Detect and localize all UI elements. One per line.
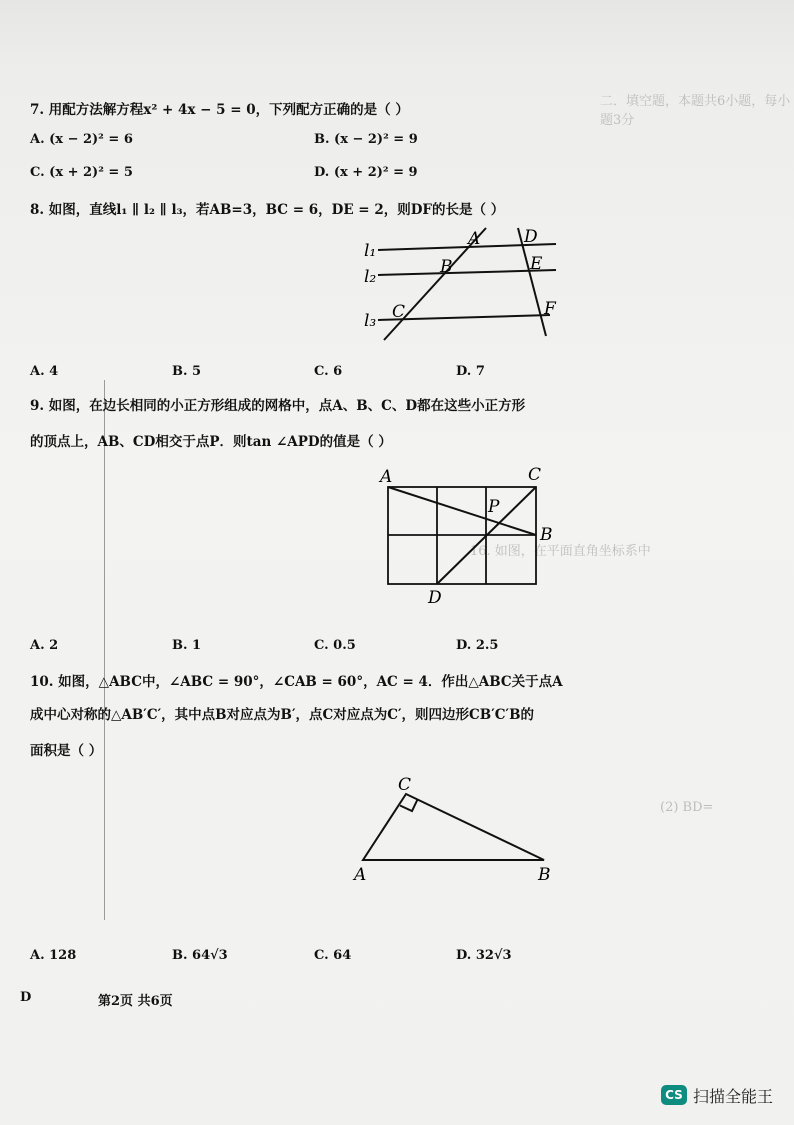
label-l2: l₂ [364,267,377,287]
question-7-stem: 7. 用配方法解方程x² + 4x − 5 = 0，下列配方正确的是（ ） [30,102,409,118]
label-b: B [540,525,553,545]
question-7-option-c[interactable]: C. (x + 2)² = 5 [30,165,133,180]
question-8-option-c[interactable]: C. 6 [314,364,343,379]
question-7-option-d[interactable]: D. (x + 2)² = 9 [314,165,418,180]
question-10-stem-line1: 10. 如图，△ABC中，∠ABC = 90°，∠CAB = 60°，AC = 4．作出△ABC关于点A [30,674,563,690]
label-b: B [440,257,453,277]
question-10-option-a[interactable]: A. 128 [30,948,77,963]
question-10-option-c[interactable]: C. 64 [314,948,352,963]
brand-name: 扫描全能王 [693,1086,774,1106]
footer-mark: D [20,990,32,1005]
question-8-stem: 8. 如图，直线l₁ ∥ l₂ ∥ l₃，若AB=3，BC = 6，DE = 2，则DF的长是（ ） [30,202,505,218]
question-9-option-d[interactable]: D. 2.5 [456,638,499,653]
label-c: C [392,302,406,322]
question-10-option-d[interactable]: D. 32√3 [456,948,512,963]
label-a: A [354,865,367,885]
label-p: P [488,497,500,517]
label-e: E [530,254,543,274]
label-d: D [428,588,442,608]
bleed-through: (2) BD= [660,800,714,815]
camscanner-logo-icon: CS [661,1085,687,1105]
question-7-option-a[interactable]: A. (x − 2)² = 6 [30,132,133,147]
question-9-option-a[interactable]: A. 2 [30,638,59,653]
question-9-option-c[interactable]: C. 0.5 [314,638,356,653]
label-c: C [528,465,542,485]
label-f: F [544,299,556,319]
bleed-through: 16. 如图，在平面直角坐标系中 [470,544,651,559]
question-8-figure [360,222,560,342]
question-7-option-b[interactable]: B. (x − 2)² = 9 [314,132,418,147]
label-b: B [538,865,551,885]
question-8-option-b[interactable]: B. 5 [172,364,202,379]
label-l1: l₁ [364,241,377,261]
scanner-watermark [661,1084,773,1106]
question-10-stem-line3: 面积是（ ） [30,743,103,759]
question-9-figure [378,462,553,608]
label-a: A [380,467,393,487]
label-l3: l₃ [364,311,377,331]
question-9-stem-line1: 9. 如图，在边长相同的小正方形组成的网格中，点A、B、C、D都在这些小正方形 [30,398,526,414]
question-10-stem-line2: 成中心对称的△AB′C′，其中点B对应点为B′，点C对应点为C′，则四边形CB′C′B的 [30,707,534,723]
question-8-option-a[interactable]: A. 4 [30,364,59,379]
label-c: C [398,775,412,795]
question-9-stem-line2: 的顶点上，AB、CD相交于点P．则tan ∠APD的值是（ ） [30,434,392,450]
binding-line [104,380,105,920]
question-8-option-d[interactable]: D. 7 [456,364,485,379]
label-d: D [524,227,538,247]
question-9-option-b[interactable]: B. 1 [172,638,202,653]
question-10-option-b[interactable]: B. 64√3 [172,948,228,963]
bleed-through: 二．填空题，本题共6小题，每小题3分 [600,94,791,128]
label-a: A [468,229,481,249]
page-number: 第2页 共6页 [98,994,173,1009]
question-10-figure [350,772,560,884]
